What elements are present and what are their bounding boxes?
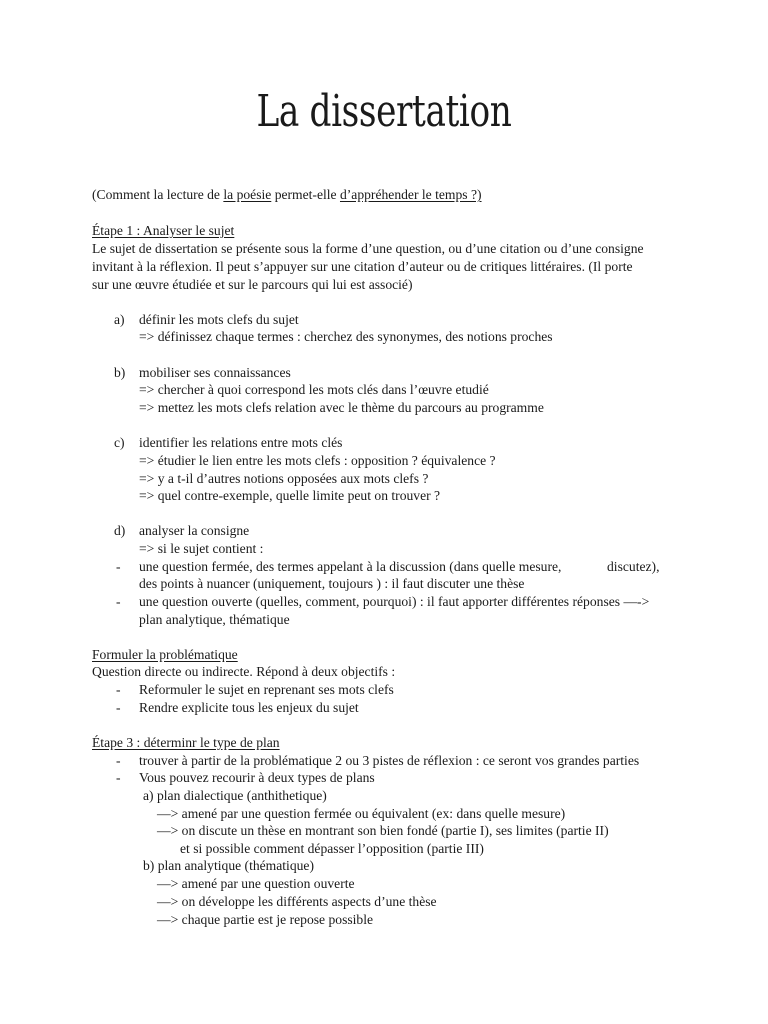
plan-a-cont: et si possible comment dépasser l’opposition (partie III): [180, 841, 484, 856]
step3-bullet: trouver à partir de la problématique 2 ou 3 pistes de réflexion : ce seront vos grandes parties: [139, 753, 640, 768]
step3-heading: Étape 3 : déterminr le type de plan: [92, 735, 280, 750]
item-a-text: définir les mots clefs du sujet: [139, 312, 299, 327]
bullet-open-question: une question ouverte (quelles, comment, pourquoi) : il faut apporter différentes réponses —->: [139, 594, 650, 609]
step1-paragraph-line: invitant à la réflexion. Il peut s’appuyer sur une citation d’auteur ou de critiques littéraires. (Il porte: [92, 259, 633, 274]
bullet-dash: -: [116, 594, 121, 609]
item-d-line: => si le sujet contient :: [139, 541, 264, 556]
item-c-line: => y a t-il d’autres notions opposées aux mots clefs ?: [139, 471, 429, 486]
bullet-open-question-cont: plan analytique, thématique: [139, 612, 290, 627]
step2-heading: Formuler la problématique: [92, 647, 238, 662]
step1-heading: Étape 1 : Analyser le sujet: [92, 223, 235, 238]
plan-b-label: b) plan analytique (thématique): [143, 858, 314, 873]
plan-b-line: —> amené par une question ouverte: [157, 876, 355, 891]
step1-paragraph-line: sur une œuvre étudiée et sur le parcours qui lui est associé): [92, 277, 413, 292]
intro-link-poesie: la poésie: [223, 187, 272, 202]
step2-line: Question directe ou indirecte. Répond à deux objectifs :: [92, 664, 396, 679]
step3-bullet: Vous pouvez recourir à deux types de plans: [139, 770, 375, 785]
bullet-dash: -: [116, 559, 121, 574]
plan-a-label: a) plan dialectique (anthithetique): [143, 788, 327, 803]
step2-bullet: Reformuler le sujet en reprenant ses mots clefs: [139, 682, 394, 697]
item-b-text: mobiliser ses connaissances: [139, 365, 291, 380]
bullet-dash: -: [116, 700, 121, 715]
item-d-letter: d): [114, 523, 126, 538]
item-a-line: => définissez chaque termes : cherchez des synonymes, des notions proches: [139, 329, 553, 344]
bullet-dash: -: [116, 770, 121, 785]
item-c-letter: c): [114, 435, 125, 450]
plan-b-line: —> chaque partie est je repose possible: [157, 912, 374, 927]
bullet-dash: -: [116, 682, 121, 697]
page-title: La dissertation: [256, 86, 512, 137]
plan-a-line: —> amené par une question fermée ou équivalent (ex: dans quelle mesure): [157, 806, 566, 821]
item-c-text: identifier les relations entre mots clés: [139, 435, 343, 450]
bullet-dash: -: [116, 753, 121, 768]
intro-link-temps: d’appréhender le temps ?): [339, 187, 482, 202]
intro-question: (Comment la lecture de la poésie permet-elle d’appréhender le temps ?): [92, 187, 482, 202]
bullet-closed-question-end: discutez),: [607, 559, 660, 574]
item-b-line: => chercher à quoi correspond les mots clés dans l’œuvre etudié: [139, 382, 489, 397]
item-b-letter: b): [114, 365, 126, 380]
item-c-line: => quel contre-exemple, quelle limite peut on trouver ?: [139, 488, 441, 503]
bullet-closed-question-cont: des points à nuancer (uniquement, toujours ) : il faut discuter une thèse: [139, 576, 525, 591]
bullet-closed-question: une question fermée, des termes appelant à la discussion (dans quelle mesure,: [139, 559, 562, 574]
item-a-letter: a): [114, 312, 125, 327]
item-b-line: => mettez les mots clefs relation avec le thème du parcours au programme: [139, 400, 544, 415]
step2-bullet: Rendre explicite tous les enjeux du sujet: [139, 700, 359, 715]
item-c-line: => étudier le lien entre les mots clefs : opposition ? équivalence ?: [139, 453, 496, 468]
item-d-text: analyser la consigne: [139, 523, 250, 538]
plan-a-line: —> on discute un thèse en montrant son bien fondé (partie I), ses limites (partie II): [157, 823, 609, 838]
step1-paragraph-line: Le sujet de dissertation se présente sous la forme d’une question, ou d’une citation ou d’une consigne: [92, 241, 644, 256]
plan-b-line: —> on développe les différents aspects d’une thèse: [157, 894, 437, 909]
